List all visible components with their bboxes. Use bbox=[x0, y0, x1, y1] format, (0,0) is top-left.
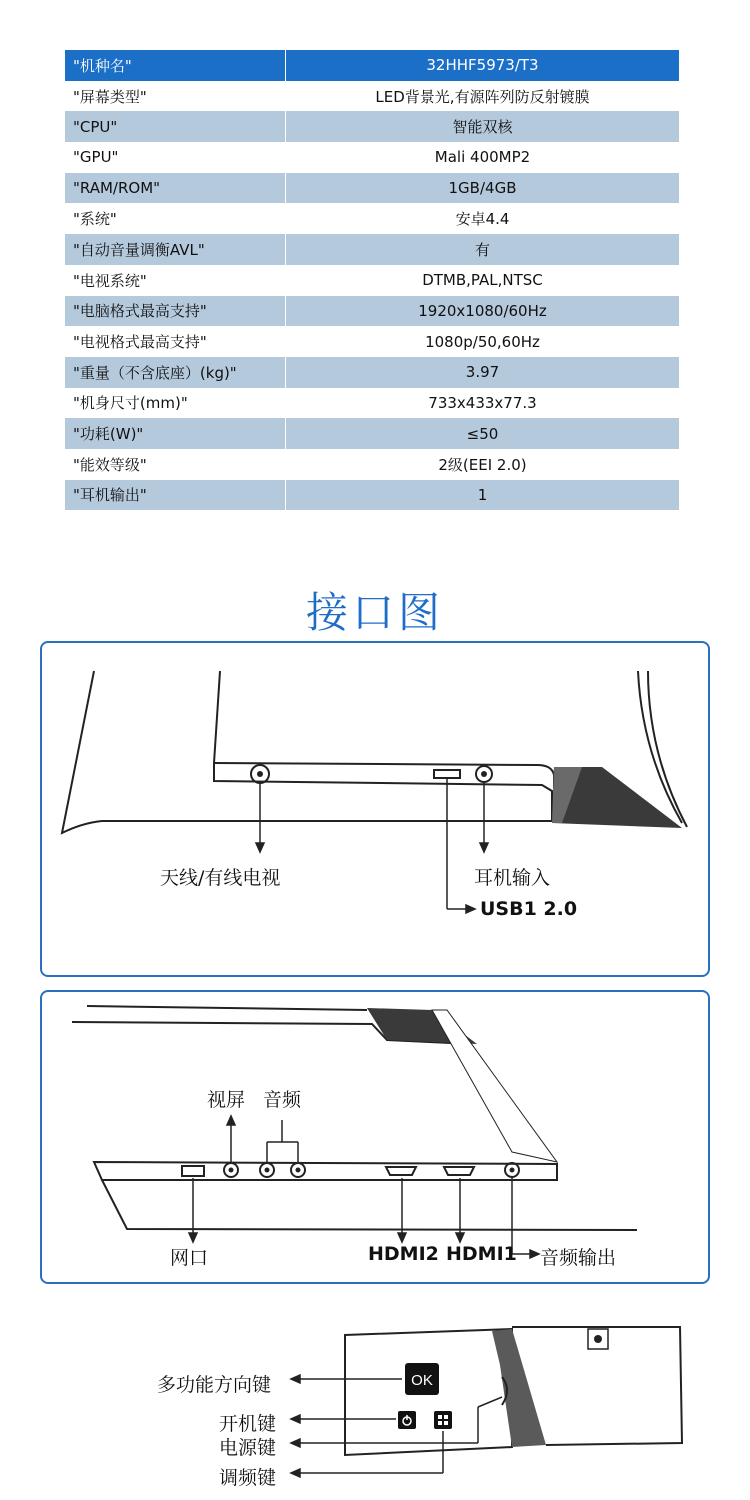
spec-label: "电视格式最高支持" bbox=[65, 326, 286, 357]
spec-row bbox=[65, 265, 679, 296]
spec-row bbox=[65, 111, 679, 142]
spec-value: 1GB/4GB bbox=[286, 173, 680, 204]
spec-row bbox=[65, 388, 679, 419]
spec-value: 2级(EEI 2.0) bbox=[286, 449, 680, 480]
tuning-key-label: 调频键 bbox=[219, 1467, 277, 1489]
spec-label: "CPU" bbox=[65, 111, 286, 142]
spec-label: "系统" bbox=[65, 203, 286, 234]
spec-value: 有 bbox=[286, 234, 680, 265]
ok-button-icon: OK bbox=[411, 1372, 433, 1389]
spec-value: Mali 400MP2 bbox=[286, 142, 680, 173]
buttons-diagram bbox=[0, 1315, 750, 1500]
spec-row bbox=[65, 296, 679, 327]
spec-label: "机种名" bbox=[65, 50, 286, 81]
spec-label: "电视系统" bbox=[65, 265, 286, 296]
spec-row bbox=[65, 173, 679, 204]
audio-output-label: 音频输出 bbox=[540, 1247, 617, 1269]
spec-value: 1080p/50,60Hz bbox=[286, 326, 680, 357]
spec-table-body bbox=[65, 50, 679, 510]
side-ports-diagram bbox=[42, 643, 708, 975]
spec-row bbox=[65, 326, 679, 357]
spec-value: DTMB,PAL,NTSC bbox=[286, 265, 680, 296]
spec-row bbox=[65, 480, 679, 511]
spec-value: 32HHF5973/T3 bbox=[286, 50, 680, 81]
multi-direction-key-label: 多功能方向键 bbox=[157, 1374, 272, 1396]
spec-row bbox=[65, 449, 679, 480]
spec-row bbox=[65, 418, 679, 449]
audio-label: 音频 bbox=[263, 1089, 302, 1111]
spec-value: 1920x1080/60Hz bbox=[286, 296, 680, 327]
spec-row bbox=[65, 50, 679, 81]
hdmi1-label: HDMI1 bbox=[446, 1243, 517, 1265]
spec-value: 1 bbox=[286, 480, 680, 511]
spec-label: "GPU" bbox=[65, 142, 286, 173]
side-ports-panel bbox=[40, 641, 710, 977]
spec-row bbox=[65, 203, 679, 234]
spec-value: 安卓4.4 bbox=[286, 203, 680, 234]
hdmi2-label: HDMI2 bbox=[368, 1243, 439, 1265]
buttons-diagram-svg bbox=[0, 1315, 750, 1500]
spec-label: "重量（不含底座）(kg)" bbox=[65, 357, 286, 388]
rear-ports-diagram bbox=[42, 992, 708, 1282]
earphone-input-label: 耳机输入 bbox=[474, 867, 551, 889]
section-title: 接口图 bbox=[305, 588, 444, 637]
spec-row bbox=[65, 81, 679, 112]
spec-value: 3.97 bbox=[286, 357, 680, 388]
usb-label: USB1 2.0 bbox=[480, 898, 578, 920]
spec-label: "自动音量调衡AVL" bbox=[65, 234, 286, 265]
antenna-label: 天线/有线电视 bbox=[160, 867, 281, 889]
spec-label: "耳机输出" bbox=[65, 480, 286, 511]
spec-table bbox=[65, 50, 679, 510]
spec-value: 智能双核 bbox=[286, 111, 680, 142]
video-label: 视屏 bbox=[207, 1089, 246, 1111]
spec-value: ≤50 bbox=[286, 418, 680, 449]
spec-label: "能效等级" bbox=[65, 449, 286, 480]
power-key-label: 电源键 bbox=[219, 1437, 277, 1459]
spec-label: "RAM/ROM" bbox=[65, 173, 286, 204]
spec-label: "屏幕类型" bbox=[65, 81, 286, 112]
power-on-key-label: 开机键 bbox=[219, 1413, 277, 1435]
spec-row bbox=[65, 234, 679, 265]
spec-value: 733x433x77.3 bbox=[286, 388, 680, 419]
rear-ports-panel bbox=[40, 990, 710, 1284]
spec-value: LED背景光,有源阵列防反射镀膜 bbox=[286, 81, 680, 112]
spec-row bbox=[65, 142, 679, 173]
spec-label: "机身尺寸(mm)" bbox=[65, 388, 286, 419]
spec-label: "功耗(W)" bbox=[65, 418, 286, 449]
spec-label: "电脑格式最高支持" bbox=[65, 296, 286, 327]
lan-port-label: 网口 bbox=[170, 1247, 209, 1269]
spec-row bbox=[65, 357, 679, 388]
